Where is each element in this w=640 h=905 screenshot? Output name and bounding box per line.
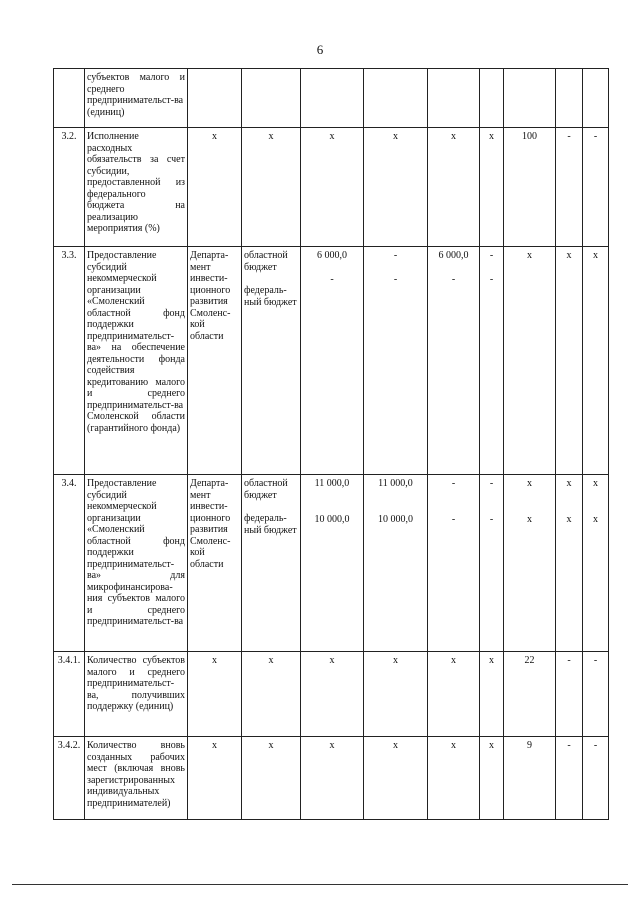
value2-cell: х [556,247,583,475]
value1-cell: 100 [504,128,556,247]
total-federal: 10 000,0 [314,513,350,525]
table-row [54,475,609,652]
executor-cell [188,69,242,128]
year1-federal: 10 000,0 [378,513,413,525]
executor-cell: х [188,737,242,820]
value2-cell: - [556,652,583,737]
total-cell: х [301,652,364,737]
row-name: Предоставление субсидий некоммерческой организации «Смоленский областной фонд поддержки предпринимательст-ва» для микрофинансирова-ния субъектов малого и среднего предпринимательст-ва [85,475,188,652]
value2-cell [556,475,583,652]
value2-cell [556,69,583,128]
value2-federal: х [566,513,572,525]
executor-cell: Департа-мент инвести-ционного развития Смоленс-кой области [188,247,242,475]
year1-cell: х [364,128,428,247]
source-cell: х [242,652,301,737]
year1-federal: - [393,273,398,285]
row-name: Количество вновь созданных рабочих мест (включая вновь зарегистрированных индивидуальных предпринимателей) [85,737,188,820]
year2-cell: х [428,737,480,820]
year2-cell [428,69,480,128]
source-regional: областной бюджет [244,478,288,501]
value3-cell: - [583,128,609,247]
year1-cell [364,247,428,475]
year3-regional: - [489,478,494,489]
row-name: Предоставление субсидий некоммерческой организации «Смоленский областной фонд поддержки предпринимательст-ва» на обеспечение деятельности фонда содействия кредитованию малого и среднего предпринимательст-ва Смоленской области (гарантийного фонда) [85,247,188,475]
year1-cell [364,475,428,652]
table-row [54,128,609,247]
source-cell [242,69,301,128]
value3-cell [583,475,609,652]
year3-federal: - [489,273,494,285]
executor-cell: х [188,128,242,247]
row-name: Количество субъектов малого и среднего предпринимательст-ва, получивших поддержку (единиц) [85,652,188,737]
value1-regional: х [527,478,532,489]
value1-cell: 22 [504,652,556,737]
year3-regional: - [489,250,494,261]
year2-federal: - [451,513,456,525]
executor-cell: х [188,652,242,737]
value1-cell: 9 [504,737,556,820]
value1-cell: х [504,247,556,475]
executor-cell: Департа-мент инвести-ционного развития Смоленс-кой области [188,475,242,652]
source-federal: федераль-ный бюджет [244,513,297,536]
row-number: 3.4.2. [54,737,85,820]
year2-cell: х [428,128,480,247]
row-number [54,69,85,128]
total-cell: х [301,128,364,247]
source-cell: х [242,128,301,247]
value1-cell [504,475,556,652]
year1-regional: 11 000,0 [378,478,413,489]
year2-federal: - [451,273,456,285]
value2-regional: х [566,478,572,489]
table-row [54,737,609,820]
year3-cell [480,69,504,128]
row-number: 3.2. [54,128,85,247]
row-number: 3.4. [54,475,85,652]
year2-cell [428,247,480,475]
year1-regional: - [393,250,398,261]
year2-cell [428,475,480,652]
total-regional: 6 000,0 [317,250,347,261]
value3-cell: - [583,652,609,737]
year1-cell: х [364,652,428,737]
source-cell: х [242,737,301,820]
value1-federal: х [527,513,532,525]
year2-regional: 6 000,0 [438,250,469,261]
year3-cell: х [480,128,504,247]
page-number: 6 [316,42,324,57]
value3-cell: - [583,737,609,820]
year3-cell [480,247,504,475]
value3-cell [583,69,609,128]
program-table [53,68,609,820]
value3-cell: х [583,247,609,475]
total-cell [301,475,364,652]
total-federal: - [330,273,334,285]
year2-regional: - [451,478,456,489]
row-number: 3.3. [54,247,85,475]
source-regional: областной бюджет [244,250,288,273]
row-name: субъектов малого и среднего предпринимательст-ва (единиц) [85,69,188,128]
total-cell [301,69,364,128]
source-cell [242,247,301,475]
total-cell: х [301,737,364,820]
table-row [54,247,609,475]
year3-federal: - [489,513,494,525]
value2-cell: - [556,737,583,820]
total-cell [301,247,364,475]
year2-cell: х [428,652,480,737]
value3-regional: х [593,478,598,489]
year3-cell [480,475,504,652]
value1-cell [504,69,556,128]
source-cell [242,475,301,652]
source-federal: федераль-ный бюджет [244,285,297,308]
table-row [54,652,609,737]
value2-cell: - [556,128,583,247]
total-regional: 11 000,0 [314,478,350,489]
year1-cell [364,69,428,128]
year3-cell: х [480,652,504,737]
year1-cell: х [364,737,428,820]
row-name: Исполнение расходных обязательств за счет субсидии, предоставленной из федерального бюджета на реализацию мероприятия (%) [85,128,188,247]
table-row [54,69,609,128]
row-number: 3.4.1. [54,652,85,737]
value3-federal: х [593,513,598,525]
footer-divider [12,884,628,885]
year3-cell: х [480,737,504,820]
